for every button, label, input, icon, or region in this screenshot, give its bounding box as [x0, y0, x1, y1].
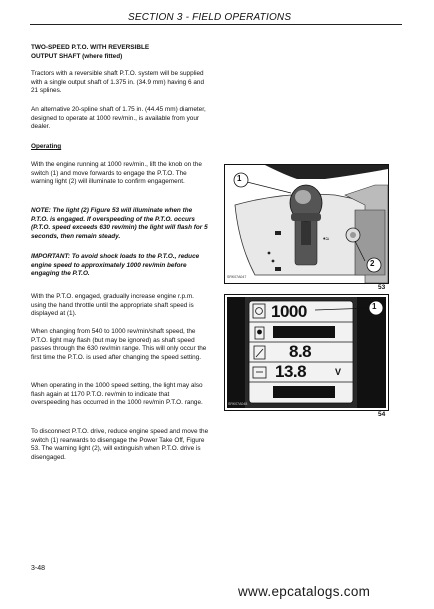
figure-53-pto-switch — [224, 164, 389, 284]
figure-53-number: 53 — [378, 284, 386, 291]
ground-speed-readout: 8.8 — [289, 342, 312, 361]
section-heading-line2: OUTPUT SHAFT (where fitted) — [31, 52, 123, 60]
header-rule — [30, 24, 402, 25]
operating-heading: Operating — [31, 143, 62, 150]
figure-54-callout-1: 1 — [372, 302, 377, 311]
figure-53-reference: SRK07A047 — [227, 275, 247, 279]
intro-paragraph-2: An alternative 20-spline shaft of 1.75 in. (44.45 mm) diameter, designed to operate at 1000 rev/min., is available from your dealer. — [31, 106, 206, 131]
important-paragraph: IMPORTANT: To avoid shock loads to the P.T.O., reduce engine speed to approximately 1000 rev/min before engaging the P.T.O. — [31, 253, 200, 278]
figure-53-callout-2: 2 — [370, 259, 375, 268]
operating-paragraph-3: When changing from 540 to 1000 rev/min/shaft speed, the P.T.O. light may flash (but may be ignored) as shaft speed passes through the 630 rev/min range. This will only occur the first time the P.T.O. is used after changing the speed setting. — [31, 328, 207, 361]
watermark-url: www.epcatalogs.com — [238, 584, 371, 599]
svg-text:•≈: •≈ — [323, 236, 330, 243]
operating-paragraph-5: To disconnect P.T.O. drive, reduce engine speed and move the switch (1) rearwards to disengage the Power Take Off, Figure 53. The warning light (2), will extinguish when P.T.O. drive is disengaged. — [31, 428, 209, 461]
operating-paragraph-1: With the engine running at 1000 rev/min., lift the knob on the switch (1) and move forwards to engage the P.T.O. The warning light (2) will illuminate to confirm engagement. — [31, 161, 202, 186]
page-header-title: SECTION 3 - FIELD OPERATIONS — [128, 12, 292, 23]
figure-54-reference: SRK07A048 — [228, 402, 248, 406]
operating-paragraph-4: When operating in the 1000 speed setting, the light may also flash again at 1170 P.T.O. rev/min to indicate that overspeeding has occurred in the 1000 rev/min P.T.O. range. — [31, 382, 203, 407]
operating-paragraph-2: With the P.T.O. engaged, gradually increase engine r.p.m. using the hand throttle until the appropriate shaft speed is displayed at (1). — [31, 293, 194, 318]
figure-54-number: 54 — [378, 411, 386, 418]
section-heading-line1: TWO-SPEED P.T.O. WITH REVERSIBLE — [31, 44, 150, 51]
figure-54-instrument-display — [224, 294, 389, 411]
pto-switch-illustration — [225, 165, 388, 283]
voltage-unit: V — [335, 367, 342, 377]
intro-paragraph-1: Tractors with a reversible shaft P.T.O. system will be supplied with a single output shaft of 1.375 in. (34.9 mm) having 6 and 21 splines. — [31, 70, 205, 95]
note-paragraph: NOTE: The light (2) Figure 53 will illuminate when the P.T.O. is engaged. If overspeeding of the P.T.O. occurs (P.T.O. speed exceeds 630 rev/min) the light will flash for 5 seconds, then remain steady. — [31, 207, 208, 240]
figure-53-callout-1: 1 — [237, 174, 242, 183]
section-heading — [31, 44, 209, 61]
page-number: 3-48 — [31, 565, 46, 572]
battery-voltage-readout: 13.8 — [275, 362, 307, 381]
pto-speed-readout: 1000 — [271, 302, 307, 321]
